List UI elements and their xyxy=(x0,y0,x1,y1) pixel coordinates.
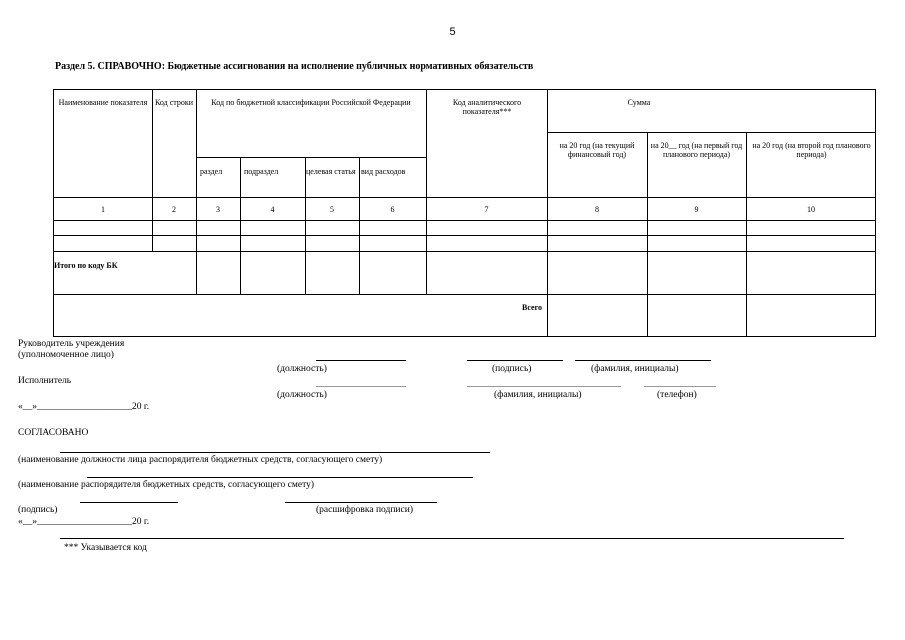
head-name-hint: (фамилия, инициалы) xyxy=(591,364,679,374)
header-subsection: подраздел xyxy=(244,167,279,176)
agreed-date-line: «__»____________________20 г. xyxy=(18,517,150,527)
col-num-5: 5 xyxy=(330,205,334,214)
page-number: 5 xyxy=(449,26,456,38)
head-sublabel: (уполномоченное лицо) xyxy=(18,350,114,360)
section-title: Раздел 5. СПРАВОЧНО: Бюджетные ассигнования на исполнение публичных нормативных обязательств xyxy=(55,61,534,72)
agreed-position-hint: (наименование должности лица распорядителя бюджетных средств, согласующего смету) xyxy=(18,455,383,465)
agreed-label: СОГЛАСОВАНО xyxy=(18,428,89,438)
col-num-8: 8 xyxy=(595,205,599,214)
total-by-bk-label: Итого по коду БК xyxy=(54,261,118,270)
agreed-org-hint: (наименование распорядителя бюджетных средств, согласующего смету) xyxy=(18,480,315,490)
agreed-org-line xyxy=(87,477,473,478)
head-position-hint: (должность) xyxy=(277,364,327,374)
executor-position-line xyxy=(316,386,406,387)
col-num-6: 6 xyxy=(390,205,395,214)
head-signature-hint: (подпись) xyxy=(492,364,532,374)
head-label: Руководитель учреждения xyxy=(18,339,125,349)
executor-phone-line xyxy=(644,386,716,387)
col-num-4: 4 xyxy=(270,205,275,214)
header-target-article: целевая статья xyxy=(306,167,356,176)
header-bk-code: Код по бюджетной классификации Российской Федерации xyxy=(211,98,411,107)
header-year-second: на 20 год (на второй год планового периода) xyxy=(752,141,871,159)
footnote-separator xyxy=(60,538,844,539)
appropriations-table xyxy=(53,89,876,337)
executor-name-line xyxy=(467,386,621,387)
header-expense-type: вид расходов xyxy=(361,167,406,176)
executor-position-hint: (должность) xyxy=(277,390,327,400)
header-line-code: Код строки xyxy=(154,98,194,107)
col-num-1: 1 xyxy=(101,205,105,214)
head-position-line xyxy=(316,360,406,361)
agreed-decode-line xyxy=(285,502,437,503)
header-year-current: на 20 год (на текущий финансовый год) xyxy=(559,141,635,159)
col-num-9: 9 xyxy=(694,205,699,214)
executor-phone-hint: (телефон) xyxy=(657,390,697,400)
col-num-10: 10 xyxy=(807,205,815,214)
agreed-position-line xyxy=(60,452,490,453)
col-num-2: 2 xyxy=(172,205,176,214)
head-name-line xyxy=(575,360,711,361)
executor-label: Исполнитель xyxy=(18,376,72,386)
footnote: *** Указывается код xyxy=(64,543,147,553)
header-year-first: на 20__ год (на первый год планового периода) xyxy=(650,141,743,159)
head-signature-line xyxy=(467,360,563,361)
col-num-3: 3 xyxy=(216,205,220,214)
date-line: «__»____________________20 г. xyxy=(18,402,150,412)
grand-total-label: Всего xyxy=(522,303,542,312)
header-analytic-code: Код аналитического показателя*** xyxy=(452,98,522,116)
agreed-signature-hint: (подпись) xyxy=(18,505,58,515)
executor-name-hint: (фамилия, инициалы) xyxy=(494,390,582,400)
header-indicator-name: Наименование показателя xyxy=(58,98,148,107)
agreed-signature-line xyxy=(80,502,178,503)
header-sum: Сумма xyxy=(627,98,651,107)
header-section: раздел xyxy=(200,167,223,176)
agreed-decode-hint: (расшифровка подписи) xyxy=(316,505,413,515)
col-num-7: 7 xyxy=(484,205,489,214)
